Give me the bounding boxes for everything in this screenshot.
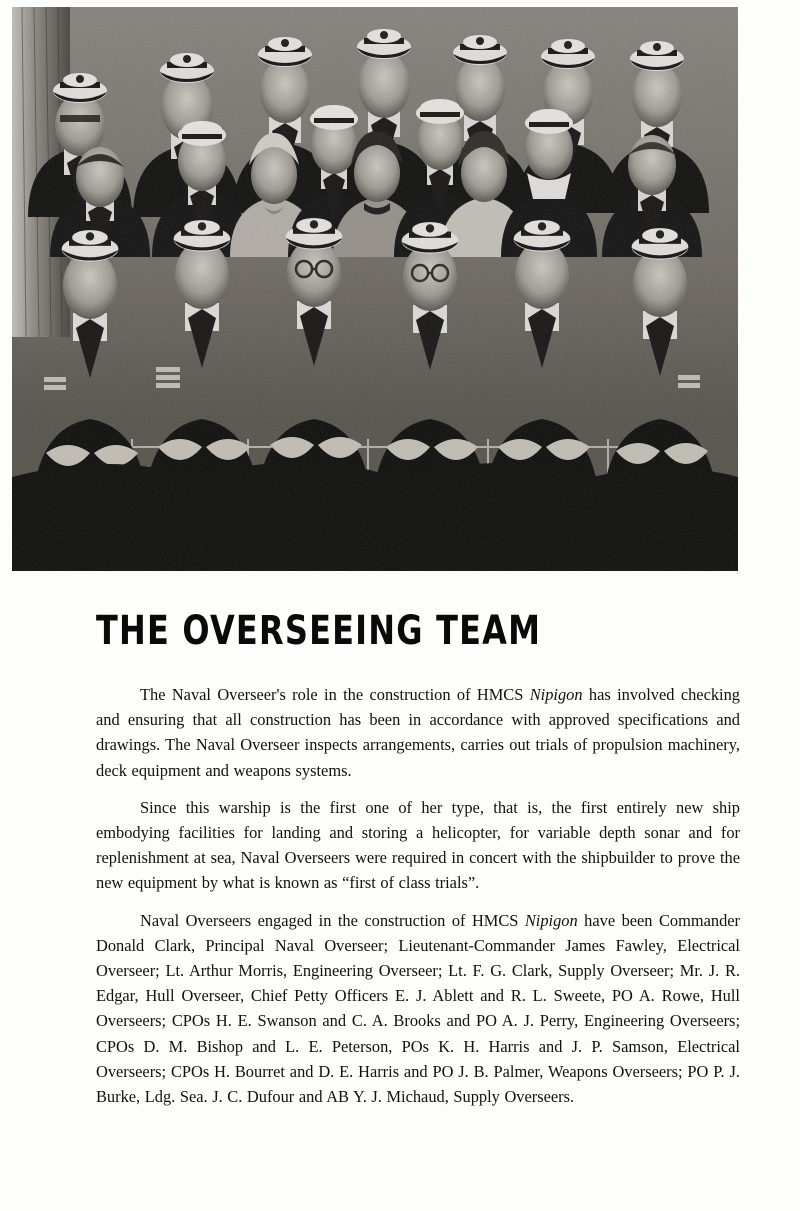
page-title: THE OVERSEEING TEAM	[96, 608, 542, 654]
article-body	[96, 682, 740, 1109]
ship-name: Nipigon	[524, 910, 578, 930]
paragraph-2: Since this warship is the first one of her type, that is, the first entirely new ship embodying facilities for landing and storing a helicopter, for variable depth sonar and for replenishment at sea, Naval Overseers were required in concert with the shipbuilder to prove the new equipment by what is known as “first of class trials”.	[96, 797, 740, 893]
ship-name: Nipigon	[529, 685, 583, 704]
paragraph-3: Naval Overseers engaged in the construction of HMCS Nipigon have been Commander Donald Clark, Principal Naval Overseer; Lieutenant-Commander James Fawley, Electrical Overseer; Lt. Arthur Morris, Engineering Overseer; Lt. F. G. Clark, Supply Overseer; Mr. J. R. Edgar, Hull Overseer, Chief Petty Officers E. J. Ablett and R. L. Sweete, PO A. Rowe, Hull Overseers; CPOs H. E. Swanson and C. A. Brooks and PO A. J. Perry, Engineering Overseers; CPOs D. M. Bishop and L. E. Peterson, POs K. H. Harris and J. P. Samson, Electrical Overseers; CPOs H. Bourret and D. E. Harris and PO J. B. Palmer, Weapons Overseers; PO P. J. Burke, Ldg. Sea. J. C. Dufour and AB Y. J. Michaud, Supply Overseers.	[96, 910, 740, 1107]
paragraph-1: The Naval Overseer's role in the construction of HMCS Nipigon has involved checking and ensuring that all construction has been in accordance with approved specifications and drawings. The Naval Overseer inspects arrangements, carries out trials of propulsion machinery, deck equipment and weapons systems.	[96, 685, 740, 780]
group-photo	[12, 7, 738, 571]
